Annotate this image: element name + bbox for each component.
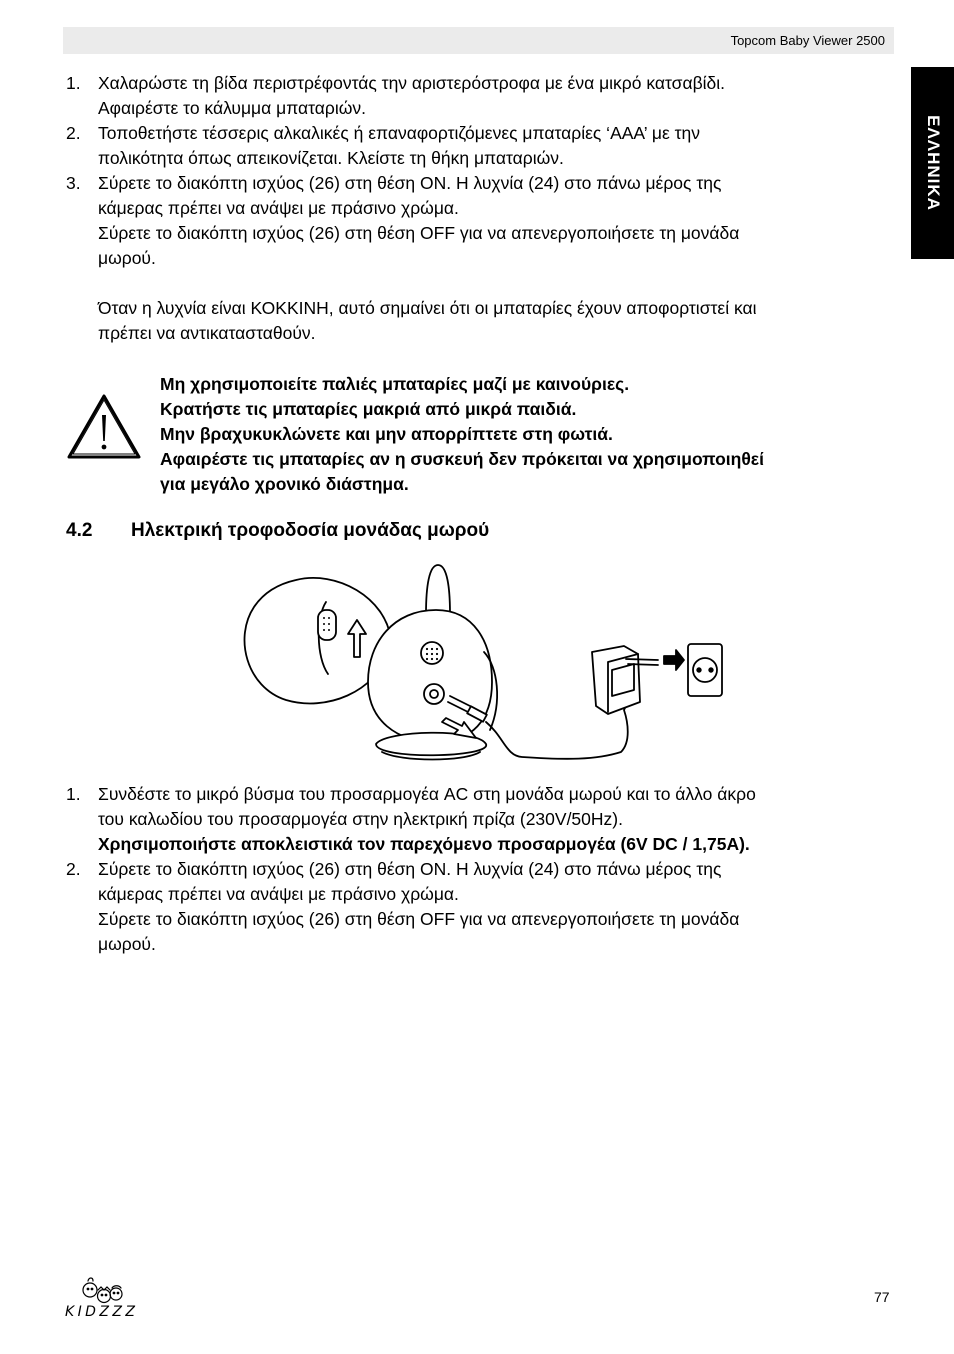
step-line: πολικότητα όπως απεικονίζεται. Κλείστε τη θήκη μπαταριών. [98, 148, 564, 168]
warning-triangle-icon [66, 393, 142, 461]
section-title: Ηλεκτρική τροφοδοσία μονάδας μωρού [131, 520, 490, 541]
warning-line: Μην βραχυκυκλώνετε και μην απορρίπτετε στη φωτιά. [160, 424, 613, 444]
step-number: 1. [66, 784, 81, 804]
page-header [63, 27, 894, 54]
power-steps-list [66, 782, 878, 957]
page-number: 77 [874, 1289, 890, 1305]
language-tab-label: ΕΛΛΗΝΙΚΑ [923, 115, 943, 211]
battery-warning [160, 372, 880, 497]
battery-step-3 [66, 171, 878, 346]
step-line: κάμερας πρέπει να ανάψει με πράσινο χρώμα. [98, 198, 459, 218]
language-tab [911, 67, 954, 259]
step-line: Χαλαρώστε τη βίδα περιστρέφοντάς την αριστερόστροφα με ένα μικρό κατσαβίδι. [98, 73, 726, 93]
step-number: 2. [66, 859, 81, 879]
battery-step-1 [66, 71, 878, 121]
kidzzz-logo [64, 1276, 136, 1322]
power-step-1 [66, 782, 878, 857]
warning-line: για μεγάλο χρονικό διάστημα. [160, 474, 409, 494]
step-line: Σύρετε το διακόπτη ισχύος (26) στη θέση ON. Η λυχνία (24) στο πάνω μέρος της [98, 859, 722, 879]
adapter-warning-line: Χρησιμοποιήστε αποκλειστικά τον παρεχόμενο προσαρμογέα (6V DC / 1,75A). [98, 834, 750, 854]
step-line: Σύρετε το διακόπτη ισχύος (26) στη θέση OFF για να απενεργοποιήσετε τη μονάδα [98, 909, 740, 929]
power-step-2 [66, 857, 878, 957]
step-number: 1. [66, 73, 81, 93]
section-heading [66, 520, 489, 542]
logo-text: KIDZZZ [65, 1304, 135, 1320]
step-line: μωρού. [98, 248, 156, 268]
step-line: Σύρετε το διακόπτη ισχύος (26) στη θέση ON. Η λυχνία (24) στο πάνω μέρος της [98, 173, 722, 193]
spacer [98, 271, 878, 296]
battery-note-line: πρέπει να αντικατασταθούν. [98, 323, 316, 343]
step-line: Συνδέστε το μικρό βύσμα του προσαρμογέα AC στη μονάδα μωρού και το άλλο άκρο [98, 784, 756, 804]
warning-line: Κρατήστε τις μπαταρίες μακριά από μικρά παιδιά. [160, 399, 577, 419]
battery-note-line: Όταν η λυχνία είναι ΚΟΚΚΙΝΗ, αυτό σημαίνει ότι οι μπαταρίες έχουν αποφορτιστεί και [98, 298, 757, 318]
header-title: Topcom Baby Viewer 2500 [730, 33, 885, 48]
step-number: 3. [66, 173, 81, 193]
section-number: 4.2 [66, 520, 93, 541]
step-line: Τοποθετήστε τέσσερις αλκαλικές ή επαναφορτιζόμενες μπαταρίες ‘AAA’ με την [98, 123, 701, 143]
step-number: 2. [66, 123, 81, 143]
step-line: Σύρετε το διακόπτη ισχύος (26) στη θέση OFF για να απενεργοποιήσετε τη μονάδα [98, 223, 740, 243]
battery-steps-list [66, 71, 878, 346]
step-line: Αφαιρέστε το κάλυμμα μπαταριών. [98, 98, 367, 118]
battery-step-2 [66, 121, 878, 171]
warning-line: Αφαιρέστε τις μπαταρίες αν η συσκευή δεν πρόκειται να χρησιμοποιηθεί [160, 449, 764, 469]
power-connection-illustration [236, 562, 726, 770]
warning-line: Μη χρησιμοποιείτε παλιές μπαταρίες μαζί με καινούριες. [160, 374, 630, 394]
step-line: κάμερας πρέπει να ανάψει με πράσινο χρώμα. [98, 884, 459, 904]
step-line: μωρού. [98, 934, 156, 954]
step-line: του καλωδίου του προσαρμογέα στην ηλεκτρική πρίζα (230V/50Hz). [98, 809, 623, 829]
